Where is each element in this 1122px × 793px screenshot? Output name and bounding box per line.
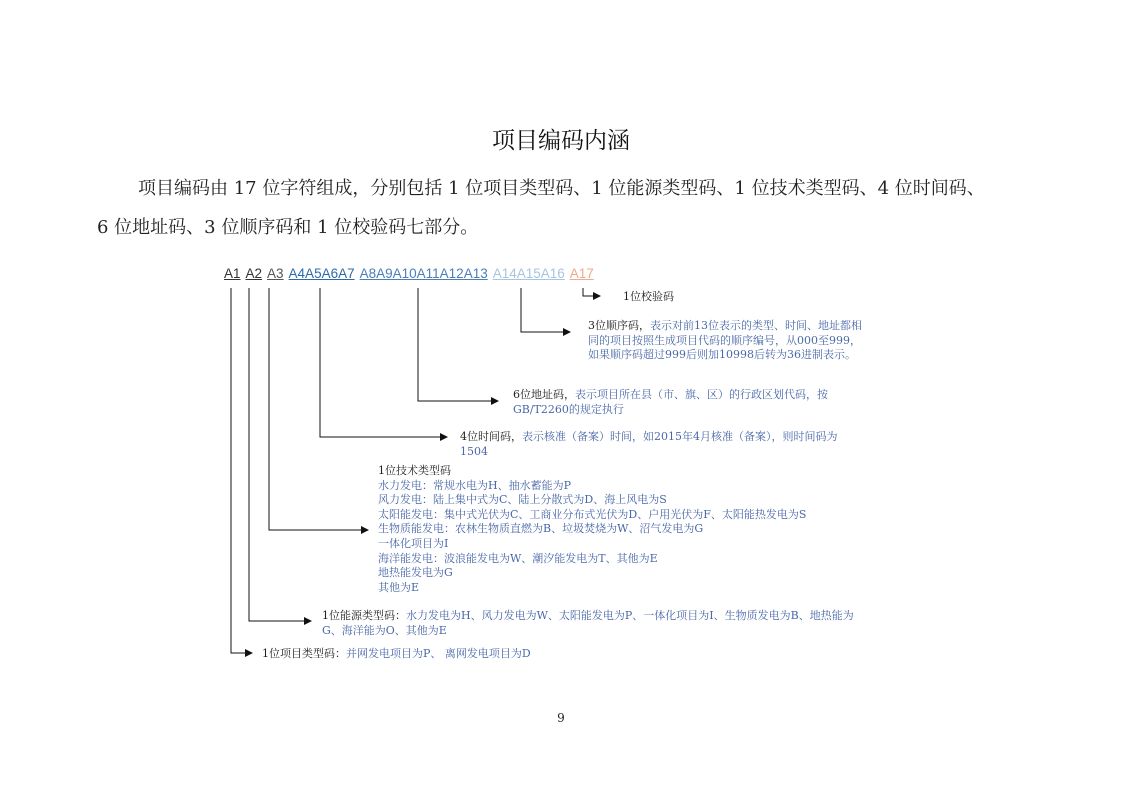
note-time (460, 430, 862, 459)
connector-tech (269, 288, 368, 530)
note-check (623, 290, 674, 305)
note-project (262, 647, 682, 662)
note-sequence-lead: 3位顺序码， (588, 319, 650, 332)
code-address: A8A9A10A11A12A13 (359, 266, 488, 281)
note-tech-lead: 1位技术类型码 (378, 464, 451, 477)
intro-line-1: 项目编码由 17 位字符组成，分别包括 1 位项目类型码、1 位能源类型码、1 位技术类型码、4 位时间码、 (138, 178, 985, 199)
note-address (513, 388, 865, 417)
code-a2: A2 (245, 266, 263, 281)
note-tech-line: 水力发电：常规水电为H、抽水蓄能为P (378, 478, 571, 492)
connector-time (320, 288, 447, 437)
note-sequence (588, 319, 868, 363)
connector-sequence (521, 288, 570, 332)
code-time: A4A5A6A7 (288, 266, 355, 281)
intro-line-2: 6 位地址码、3 位顺序码和 1 位校验码七部分。 (97, 217, 479, 238)
note-check-lead: 1位校验码 (623, 290, 674, 303)
note-energy (322, 609, 868, 638)
code-check: A17 (569, 266, 594, 281)
code-a1: A1 (224, 266, 241, 281)
note-energy-lead: 1位能源类型码： (322, 609, 406, 622)
note-energy-text: 水力发电为H、风力发电为W、太阳能发电为P、一体化项目为I、生物质发电为B、地热能为G、海洋能为O、其他为E (322, 609, 854, 637)
connector-check (583, 288, 600, 296)
note-tech-line: 一体化项目为I (378, 536, 449, 550)
note-tech-line: 其他为E (378, 580, 420, 594)
note-tech (378, 464, 868, 595)
connector-address (418, 288, 498, 401)
note-tech-line: 太阳能发电：集中式光伏为C、工商业分布式光伏为D、户用光伏为F、太阳能热发电为S (378, 507, 807, 521)
connector-energy (249, 288, 311, 621)
note-address-text: 表示项目所在县（市、旗、区）的行政区划代码，按GB/T2260的规定执行 (513, 388, 828, 416)
page-number: 9 (557, 711, 565, 725)
note-tech-line: 地热能发电为G (378, 566, 453, 580)
note-tech-line: 生物质能发电：农林生物质直燃为B、垃圾焚烧为W、沼气发电为G (378, 522, 704, 536)
note-tech-line: 海洋能发电：波浪能发电为W、潮汐能发电为T、其他为E (378, 551, 658, 565)
code-sequence: A14A15A16 (492, 266, 565, 281)
note-project-text: 并网发电项目为P、 离网发电项目为D (346, 647, 531, 660)
note-time-lead: 4位时间码， (460, 430, 522, 443)
page-title: 项目编码内涵 (492, 128, 630, 154)
note-project-lead: 1位项目类型码： (262, 647, 346, 660)
note-time-text: 表示核准（备案）时间，如2015年4月核准（备案），则时间码为1504 (460, 430, 838, 458)
note-sequence-text: 表示对前13位表示的类型、时间、地址都相同的项目按照生成项目代码的顺序编号，从000至999，如果顺序码超过999后则加10998后转为36进制表示。 (588, 319, 862, 362)
code-a3: A3 (267, 266, 284, 281)
note-address-lead: 6位地址码， (513, 388, 575, 401)
note-tech-line: 风力发电：陆上集中式为C、陆上分散式为D、海上风电为S (378, 493, 667, 507)
